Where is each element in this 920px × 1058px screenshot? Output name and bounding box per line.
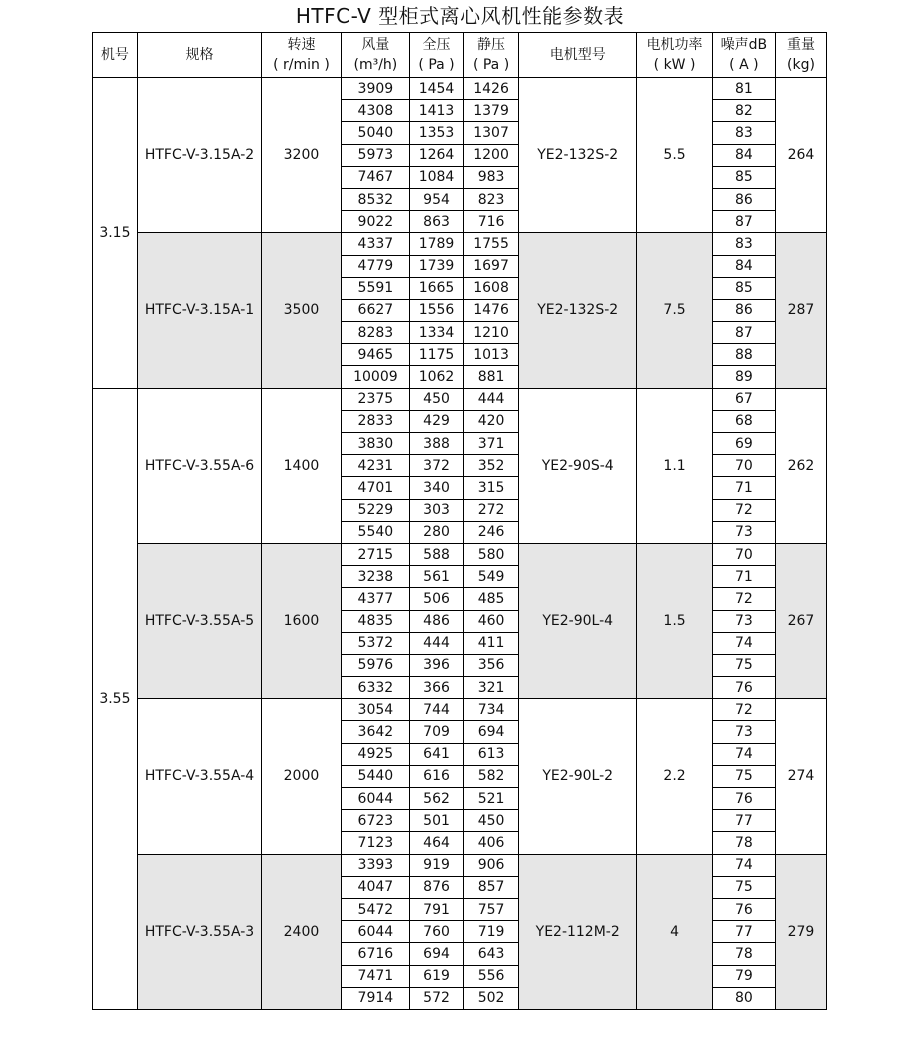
total-pressure-cell: 1353 xyxy=(410,122,464,144)
airflow-cell: 4047 xyxy=(341,876,409,898)
total-pressure-cell: 561 xyxy=(410,566,464,588)
speed-cell: 1400 xyxy=(262,388,342,543)
static-pressure-cell: 246 xyxy=(464,521,519,543)
noise-cell: 80 xyxy=(712,987,775,1009)
machine-no-cell: 3.55 xyxy=(93,388,138,1009)
header-total-pressure: 全压 ( Pa ) xyxy=(410,33,464,78)
total-pressure-cell: 588 xyxy=(410,543,464,565)
airflow-cell: 4308 xyxy=(341,100,409,122)
static-pressure-cell: 406 xyxy=(464,832,519,854)
header-speed: 转速 ( r/min ) xyxy=(262,33,342,78)
airflow-cell: 3393 xyxy=(341,854,409,876)
airflow-cell: 4701 xyxy=(341,477,409,499)
header-airflow: 风量 (m³/h) xyxy=(341,33,409,78)
spec-cell: HTFC-V-3.55A-4 xyxy=(137,699,261,854)
noise-cell: 83 xyxy=(712,233,775,255)
total-pressure-cell: 486 xyxy=(410,610,464,632)
static-pressure-cell: 1307 xyxy=(464,122,519,144)
airflow-cell: 2833 xyxy=(341,410,409,432)
noise-cell: 69 xyxy=(712,433,775,455)
total-pressure-cell: 1062 xyxy=(410,366,464,388)
static-pressure-cell: 582 xyxy=(464,765,519,787)
noise-cell: 72 xyxy=(712,499,775,521)
airflow-cell: 2715 xyxy=(341,543,409,565)
header-noise: 噪声dB ( A ) xyxy=(712,33,775,78)
static-pressure-cell: 613 xyxy=(464,743,519,765)
airflow-cell: 4377 xyxy=(341,588,409,610)
airflow-cell: 8532 xyxy=(341,188,409,210)
motor-model-cell: YE2-132S-2 xyxy=(519,78,637,233)
total-pressure-cell: 506 xyxy=(410,588,464,610)
total-pressure-cell: 1413 xyxy=(410,100,464,122)
static-pressure-cell: 1755 xyxy=(464,233,519,255)
total-pressure-cell: 1556 xyxy=(410,299,464,321)
total-pressure-cell: 1739 xyxy=(410,255,464,277)
noise-cell: 72 xyxy=(712,699,775,721)
airflow-cell: 6627 xyxy=(341,299,409,321)
noise-cell: 75 xyxy=(712,765,775,787)
total-pressure-cell: 388 xyxy=(410,433,464,455)
noise-cell: 83 xyxy=(712,122,775,144)
header-motor-power: 电机功率 ( kW ) xyxy=(637,33,712,78)
total-pressure-cell: 1175 xyxy=(410,344,464,366)
total-pressure-cell: 1789 xyxy=(410,233,464,255)
noise-cell: 67 xyxy=(712,388,775,410)
total-pressure-cell: 501 xyxy=(410,810,464,832)
total-pressure-cell: 429 xyxy=(410,410,464,432)
static-pressure-cell: 460 xyxy=(464,610,519,632)
noise-cell: 76 xyxy=(712,898,775,920)
spec-cell: HTFC-V-3.15A-1 xyxy=(137,233,261,388)
noise-cell: 77 xyxy=(712,921,775,943)
static-pressure-cell: 983 xyxy=(464,166,519,188)
total-pressure-cell: 366 xyxy=(410,677,464,699)
total-pressure-cell: 709 xyxy=(410,721,464,743)
total-pressure-cell: 464 xyxy=(410,832,464,854)
static-pressure-cell: 757 xyxy=(464,898,519,920)
noise-cell: 78 xyxy=(712,943,775,965)
static-pressure-cell: 716 xyxy=(464,211,519,233)
airflow-cell: 5372 xyxy=(341,632,409,654)
machine-no-cell: 3.15 xyxy=(93,78,138,389)
total-pressure-cell: 863 xyxy=(410,211,464,233)
spec-cell: HTFC-V-3.55A-5 xyxy=(137,543,261,698)
static-pressure-cell: 694 xyxy=(464,721,519,743)
static-pressure-cell: 1697 xyxy=(464,255,519,277)
motor-model-cell: YE2-90S-4 xyxy=(519,388,637,543)
noise-cell: 70 xyxy=(712,455,775,477)
noise-cell: 73 xyxy=(712,610,775,632)
total-pressure-cell: 340 xyxy=(410,477,464,499)
total-pressure-cell: 641 xyxy=(410,743,464,765)
airflow-cell: 6044 xyxy=(341,921,409,943)
noise-cell: 74 xyxy=(712,743,775,765)
weight-cell: 287 xyxy=(775,233,826,388)
motor-power-cell: 1.5 xyxy=(637,543,712,698)
static-pressure-cell: 719 xyxy=(464,921,519,943)
total-pressure-cell: 744 xyxy=(410,699,464,721)
noise-cell: 84 xyxy=(712,144,775,166)
total-pressure-cell: 876 xyxy=(410,876,464,898)
airflow-cell: 3830 xyxy=(341,433,409,455)
noise-cell: 86 xyxy=(712,299,775,321)
noise-cell: 74 xyxy=(712,854,775,876)
airflow-cell: 3238 xyxy=(341,566,409,588)
static-pressure-cell: 823 xyxy=(464,188,519,210)
static-pressure-cell: 1210 xyxy=(464,322,519,344)
noise-cell: 89 xyxy=(712,366,775,388)
table-row xyxy=(93,78,827,100)
header-static-pressure: 静压 ( Pa ) xyxy=(464,33,519,78)
total-pressure-cell: 616 xyxy=(410,765,464,787)
airflow-cell: 6332 xyxy=(341,677,409,699)
static-pressure-cell: 1476 xyxy=(464,299,519,321)
header-spec: 规格 xyxy=(137,33,261,78)
airflow-cell: 5540 xyxy=(341,521,409,543)
airflow-cell: 7123 xyxy=(341,832,409,854)
static-pressure-cell: 352 xyxy=(464,455,519,477)
motor-power-cell: 2.2 xyxy=(637,699,712,854)
noise-cell: 85 xyxy=(712,277,775,299)
noise-cell: 77 xyxy=(712,810,775,832)
speed-cell: 2400 xyxy=(262,854,342,1009)
noise-cell: 76 xyxy=(712,788,775,810)
spec-cell: HTFC-V-3.15A-2 xyxy=(137,78,261,233)
airflow-cell: 8283 xyxy=(341,322,409,344)
static-pressure-cell: 444 xyxy=(464,388,519,410)
static-pressure-cell: 580 xyxy=(464,543,519,565)
noise-cell: 74 xyxy=(712,632,775,654)
static-pressure-cell: 857 xyxy=(464,876,519,898)
table-row xyxy=(93,543,827,565)
airflow-cell: 9465 xyxy=(341,344,409,366)
static-pressure-cell: 321 xyxy=(464,677,519,699)
airflow-cell: 5472 xyxy=(341,898,409,920)
total-pressure-cell: 694 xyxy=(410,943,464,965)
header-weight: 重量 (kg) xyxy=(775,33,826,78)
total-pressure-cell: 619 xyxy=(410,965,464,987)
table-row xyxy=(93,699,827,721)
noise-cell: 84 xyxy=(712,255,775,277)
noise-cell: 76 xyxy=(712,677,775,699)
spec-cell: HTFC-V-3.55A-3 xyxy=(137,854,261,1009)
total-pressure-cell: 760 xyxy=(410,921,464,943)
total-pressure-cell: 1334 xyxy=(410,322,464,344)
airflow-cell: 7914 xyxy=(341,987,409,1009)
total-pressure-cell: 1665 xyxy=(410,277,464,299)
static-pressure-cell: 315 xyxy=(464,477,519,499)
static-pressure-cell: 411 xyxy=(464,632,519,654)
total-pressure-cell: 562 xyxy=(410,788,464,810)
speed-cell: 1600 xyxy=(262,543,342,698)
motor-power-cell: 7.5 xyxy=(637,233,712,388)
motor-power-cell: 1.1 xyxy=(637,388,712,543)
noise-cell: 79 xyxy=(712,965,775,987)
performance-table xyxy=(92,32,827,1010)
airflow-cell: 7467 xyxy=(341,166,409,188)
airflow-cell: 6716 xyxy=(341,943,409,965)
table-row xyxy=(93,233,827,255)
noise-cell: 72 xyxy=(712,588,775,610)
airflow-cell: 5973 xyxy=(341,144,409,166)
total-pressure-cell: 791 xyxy=(410,898,464,920)
motor-model-cell: YE2-112M-2 xyxy=(519,854,637,1009)
noise-cell: 88 xyxy=(712,344,775,366)
static-pressure-cell: 1013 xyxy=(464,344,519,366)
spec-cell: HTFC-V-3.55A-6 xyxy=(137,388,261,543)
static-pressure-cell: 556 xyxy=(464,965,519,987)
noise-cell: 68 xyxy=(712,410,775,432)
motor-model-cell: YE2-90L-2 xyxy=(519,699,637,854)
weight-cell: 274 xyxy=(775,699,826,854)
airflow-cell: 10009 xyxy=(341,366,409,388)
total-pressure-cell: 954 xyxy=(410,188,464,210)
total-pressure-cell: 1454 xyxy=(410,78,464,100)
airflow-cell: 3054 xyxy=(341,699,409,721)
airflow-cell: 5591 xyxy=(341,277,409,299)
airflow-cell: 5229 xyxy=(341,499,409,521)
airflow-cell: 5440 xyxy=(341,765,409,787)
airflow-cell: 6044 xyxy=(341,788,409,810)
motor-power-cell: 4 xyxy=(637,854,712,1009)
static-pressure-cell: 643 xyxy=(464,943,519,965)
airflow-cell: 4925 xyxy=(341,743,409,765)
header-model-no: 机号 xyxy=(93,33,138,78)
total-pressure-cell: 1264 xyxy=(410,144,464,166)
total-pressure-cell: 372 xyxy=(410,455,464,477)
noise-cell: 71 xyxy=(712,566,775,588)
airflow-cell: 4337 xyxy=(341,233,409,255)
airflow-cell: 2375 xyxy=(341,388,409,410)
motor-model-cell: YE2-90L-4 xyxy=(519,543,637,698)
header-motor-model: 电机型号 xyxy=(519,33,637,78)
airflow-cell: 4779 xyxy=(341,255,409,277)
static-pressure-cell: 371 xyxy=(464,433,519,455)
total-pressure-cell: 280 xyxy=(410,521,464,543)
motor-model-cell: YE2-132S-2 xyxy=(519,233,637,388)
static-pressure-cell: 485 xyxy=(464,588,519,610)
header-row xyxy=(93,33,827,78)
airflow-cell: 9022 xyxy=(341,211,409,233)
speed-cell: 3200 xyxy=(262,78,342,233)
noise-cell: 73 xyxy=(712,721,775,743)
noise-cell: 81 xyxy=(712,78,775,100)
airflow-cell: 4835 xyxy=(341,610,409,632)
airflow-cell: 5040 xyxy=(341,122,409,144)
static-pressure-cell: 502 xyxy=(464,987,519,1009)
page-title: HTFC-V 型柜式离心风机性能参数表 xyxy=(295,4,625,28)
table-row xyxy=(93,854,827,876)
static-pressure-cell: 1608 xyxy=(464,277,519,299)
total-pressure-cell: 303 xyxy=(410,499,464,521)
airflow-cell: 3642 xyxy=(341,721,409,743)
total-pressure-cell: 572 xyxy=(410,987,464,1009)
static-pressure-cell: 356 xyxy=(464,654,519,676)
static-pressure-cell: 1379 xyxy=(464,100,519,122)
noise-cell: 71 xyxy=(712,477,775,499)
weight-cell: 267 xyxy=(775,543,826,698)
static-pressure-cell: 420 xyxy=(464,410,519,432)
static-pressure-cell: 1200 xyxy=(464,144,519,166)
motor-power-cell: 5.5 xyxy=(637,78,712,233)
static-pressure-cell: 450 xyxy=(464,810,519,832)
total-pressure-cell: 1084 xyxy=(410,166,464,188)
total-pressure-cell: 450 xyxy=(410,388,464,410)
static-pressure-cell: 272 xyxy=(464,499,519,521)
speed-cell: 2000 xyxy=(262,699,342,854)
noise-cell: 73 xyxy=(712,521,775,543)
total-pressure-cell: 396 xyxy=(410,654,464,676)
table-row xyxy=(93,388,827,410)
noise-cell: 87 xyxy=(712,322,775,344)
static-pressure-cell: 734 xyxy=(464,699,519,721)
speed-cell: 3500 xyxy=(262,233,342,388)
weight-cell: 262 xyxy=(775,388,826,543)
noise-cell: 85 xyxy=(712,166,775,188)
total-pressure-cell: 444 xyxy=(410,632,464,654)
airflow-cell: 5976 xyxy=(341,654,409,676)
noise-cell: 78 xyxy=(712,832,775,854)
airflow-cell: 4231 xyxy=(341,455,409,477)
airflow-cell: 3909 xyxy=(341,78,409,100)
weight-cell: 264 xyxy=(775,78,826,233)
weight-cell: 279 xyxy=(775,854,826,1009)
static-pressure-cell: 549 xyxy=(464,566,519,588)
static-pressure-cell: 1426 xyxy=(464,78,519,100)
static-pressure-cell: 906 xyxy=(464,854,519,876)
static-pressure-cell: 521 xyxy=(464,788,519,810)
airflow-cell: 7471 xyxy=(341,965,409,987)
noise-cell: 75 xyxy=(712,654,775,676)
airflow-cell: 6723 xyxy=(341,810,409,832)
total-pressure-cell: 919 xyxy=(410,854,464,876)
noise-cell: 87 xyxy=(712,211,775,233)
noise-cell: 75 xyxy=(712,876,775,898)
noise-cell: 70 xyxy=(712,543,775,565)
noise-cell: 82 xyxy=(712,100,775,122)
static-pressure-cell: 881 xyxy=(464,366,519,388)
noise-cell: 86 xyxy=(712,188,775,210)
